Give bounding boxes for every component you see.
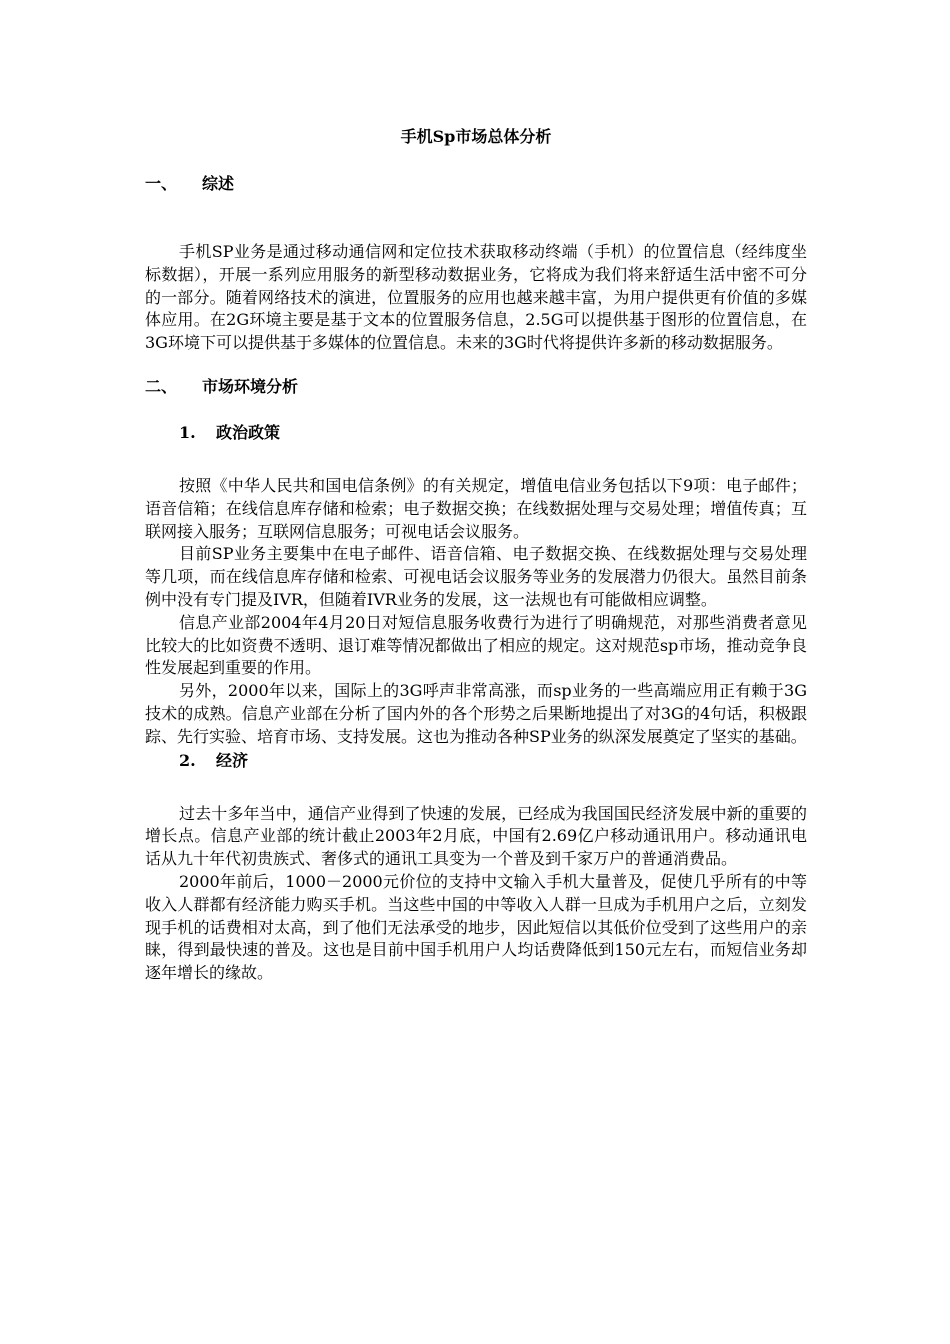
subsection-heading-politics	[145, 421, 807, 445]
paragraph: 过去十多年当中，通信产业得到了快速的发展，已经成为我国国民经济发展中新的重要的增长点。信息产业部的统计截止2003年2月底，中国有2.69亿户移动通讯用户。移动通讯电话从九十年代初贵族式、奢侈式的通讯工具变为一个普及到千家万户的普通消费品。	[145, 803, 807, 869]
subsection-body-politics	[145, 475, 807, 749]
section-heading-market-environment	[145, 375, 807, 399]
paragraph: 目前SP业务主要集中在电子邮件、语音信箱、电子数据交换、在线数据处理与交易处理等几项，而在线信息库存储和检索、可视电话会议服务等业务的发展潜力仍很大。虽然目前条例中没有专门提及IVR，但随着IVR业务的发展，这一法规也有可能做相应调整。	[145, 544, 807, 609]
paragraph: 信息产业部2004年4月20日对短信息服务收费行为进行了明确规范，对那些消费者意见比较大的比如资费不透明、退订难等情况都做出了相应的规定。这对规范sp市场，推动竞争良性发展起到重要的作用。	[145, 612, 807, 678]
paragraph: 另外，2000年以来，国际上的3G呼声非常高涨，而sp业务的一些高端应用正有赖于3G技术的成熟。信息产业部在分析了国内外的各个形势之后果断地提出了对3G的4句话，积极跟踪、先行实验、培育市场、支持发展。这也为推动各种SP业务的纵深发展奠定了坚实的基础。	[145, 681, 807, 746]
document-title: 手机Sp市场总体分析	[400, 127, 552, 146]
paragraph: 2000年前后，1000－2000元价位的支持中文输入手机大量普及，促使几乎所有的中等收入人群都有经济能力购买手机。当这些中国的中等收入人群一旦成为手机用户之后，立刻发现手机的话费相对太高，到了他们无法承受的地步，因此短信以其低价位受到了这些用户的亲睐，得到最快速的普及。这也是目前中国手机用户人均话费降低到150元左右，而短信业务却逐年增长的缘故。	[145, 871, 807, 983]
section-number: 二、	[145, 376, 178, 396]
subsection-number: 2.	[179, 750, 196, 770]
subsection-body-economy	[145, 803, 807, 985]
paragraph: 手机SP业务是通过移动通信网和定位技术获取移动终端（手机）的位置信息（经纬度坐标数据），开展一系列应用服务的新型移动数据业务，它将成为我们将来舒适生活中密不可分的一部分。随着网络技术的演进，位置服务的应用也越来越丰富，为用户提供更有价值的多媒体应用。在2G环境主要是基于文本的位置服务信息，2.5G可以提供基于图形的位置信息，在3G环境下可以提供基于多媒体的位置信息。未来的3G时代将提供许多新的移动数据服务。	[145, 242, 807, 353]
subsection-title: 政治政策	[216, 422, 281, 442]
document-page	[145, 124, 807, 985]
section-title: 综述	[202, 174, 235, 193]
paragraph: 按照《中华人民共和国电信条例》的有关规定，增值电信业务包括以下9项：电子邮件；语音信箱；在线信息库存储和检索；电子数据交换；在线数据处理与交易处理；增值传真；互联网接入服务；互联网信息服务；可视电话会议服务。	[145, 475, 807, 541]
subsection-number: 1.	[179, 422, 196, 442]
subsection-title: 经济	[216, 750, 249, 770]
section-title: 市场环境分析	[202, 376, 299, 396]
section-heading-overview	[145, 172, 807, 196]
section-number: 一、	[145, 174, 178, 193]
subsection-heading-economy	[145, 749, 807, 773]
section-body-overview	[145, 241, 807, 355]
